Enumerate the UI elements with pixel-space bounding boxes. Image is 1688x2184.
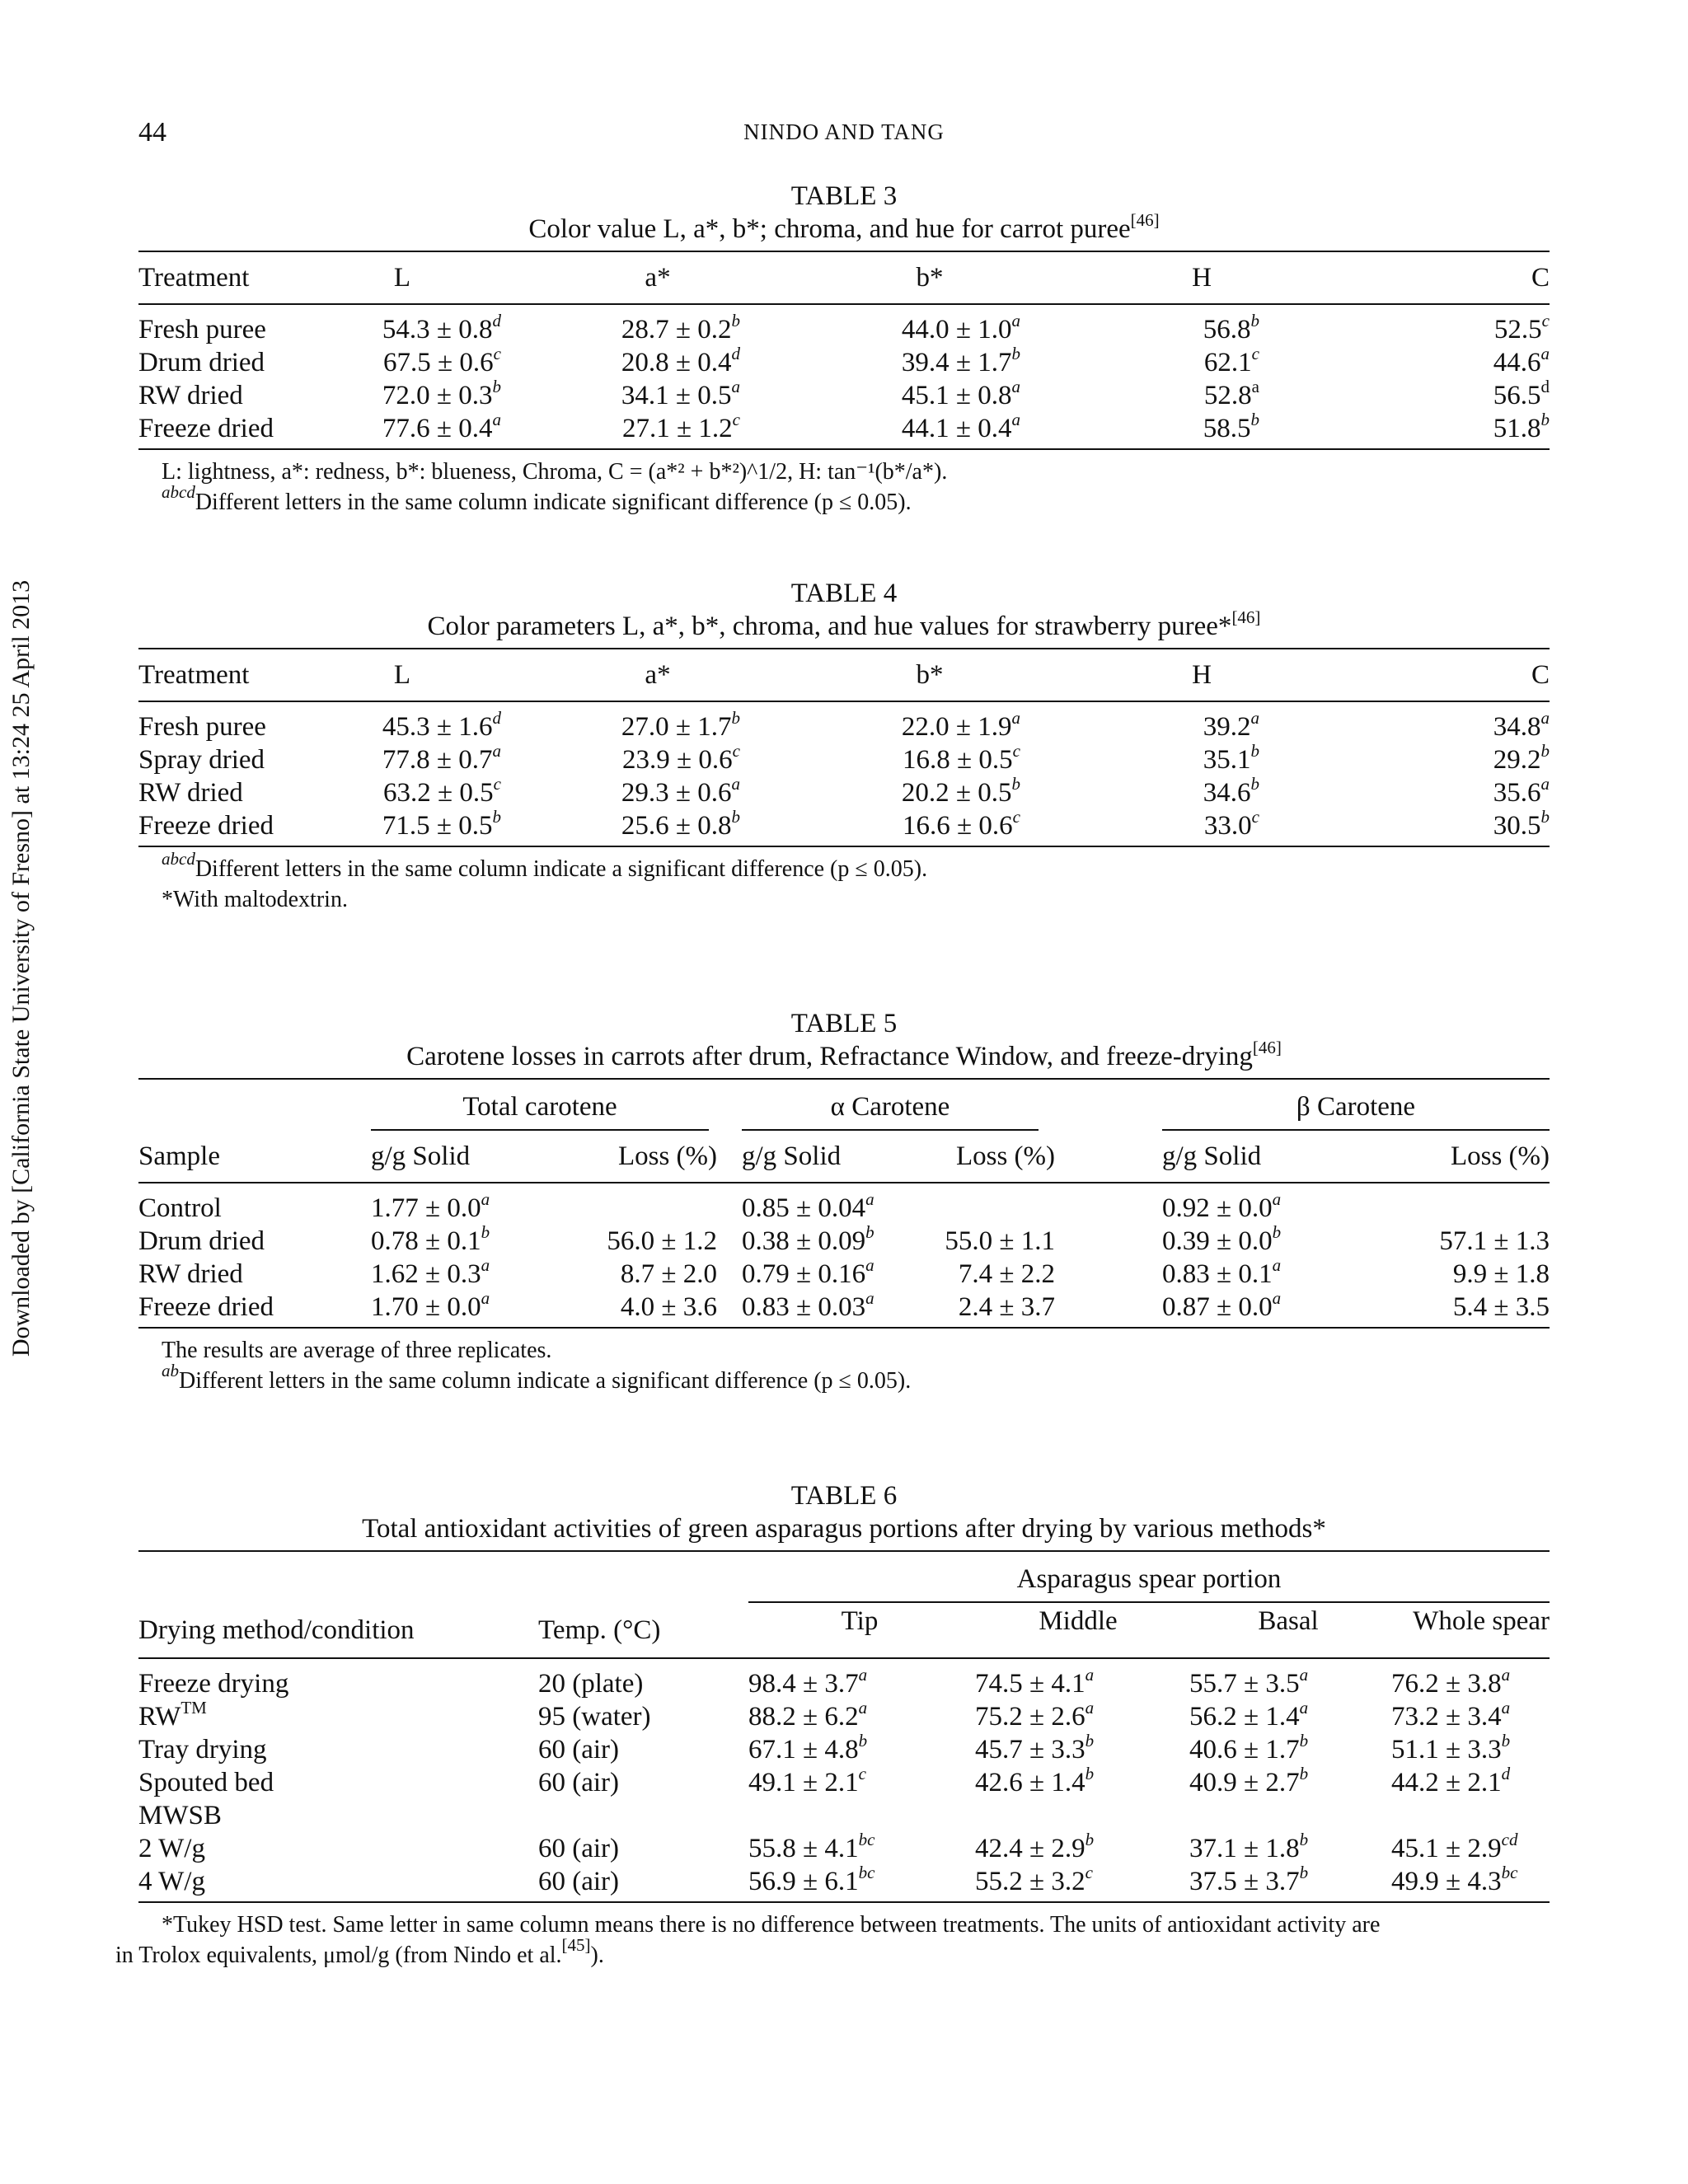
col-header: Treatment — [138, 649, 279, 701]
table-4-grid — [138, 649, 1550, 847]
col-header: H — [1070, 649, 1334, 701]
group-header: Asparagus spear portion — [748, 1564, 1550, 1603]
table-6-footnote: *Tukey HSD test. Same letter in same column means there is no difference between treatments. The units of antioxidant activity are in Trolox equivalents, μmol/g (from Nindo et al.[45]). — [115, 1912, 1381, 1968]
col-header: Whole spear — [1391, 1603, 1550, 1658]
col-header: Loss (%) — [544, 1131, 725, 1183]
group-header: β Carotene — [1162, 1092, 1550, 1131]
table-3 — [138, 180, 1550, 518]
table-4-title: Color parameters L, a*, b*, chroma, and hue values for strawberry puree*[46] — [427, 607, 1261, 641]
col-header: C — [1334, 649, 1550, 701]
col-header: C — [1334, 252, 1550, 304]
table-4-footnote-1: $^{abcd}$Different letters in the same column indicate a significant difference (p ≤ 0.05). — [162, 849, 928, 882]
col-header: Sample — [138, 1131, 371, 1183]
col-header: g/g Solid — [1146, 1131, 1319, 1183]
table-6 — [115, 1479, 1550, 1971]
col-header: Drying method/condition — [138, 1603, 530, 1658]
table-row: Fresh puree 54.3 ± 0.8$^d$ 28.7 ± 0.2$^b$ 44.0 ± 1.0$^a$ 56.8$^b$ 52.5$^c$ — [138, 311, 1550, 344]
table-3-grid — [138, 252, 1550, 450]
col-header: g/g Solid — [371, 1131, 544, 1183]
table-row: Freeze dried 1.70 ± 0.0$^a$ 4.0 ± 3.6 0.83 ± 0.03$^a$ 2.4 ± 3.7 0.87 ± 0.0$^a$ 5.4 ± 3.5 — [138, 1291, 1550, 1328]
table-5-grid — [138, 1080, 1550, 1329]
table-5-label: TABLE 5 — [790, 1009, 898, 1038]
table-4-label: TABLE 4 — [790, 579, 898, 608]
table-5-footnote-1: The results are average of three replicates. — [162, 1338, 552, 1363]
col-header: Treatment — [138, 252, 279, 304]
page-number: 44 — [138, 117, 166, 148]
table-6-grid — [138, 1552, 1550, 1903]
group-header: α Carotene — [742, 1092, 1039, 1131]
table-4 — [138, 577, 1550, 915]
table-row: 4 W/g 60 (air) 56.9 ± 6.1$^{bc}$ 55.2 ± 3.2$^c$ 37.5 ± 3.7$^b$ 49.9 ± 4.3$^{bc}$ — [138, 1865, 1550, 1902]
table-5-footnotes — [138, 1335, 1550, 1396]
col-header: a* — [526, 252, 790, 304]
col-header: Tip — [748, 1603, 971, 1658]
col-header: a* — [526, 649, 790, 701]
table-5-title: Carotene losses in carrots after drum, Refractance Window, and freeze-drying[46] — [406, 1038, 1282, 1071]
col-header: Basal — [1185, 1603, 1391, 1658]
col-header: L — [279, 649, 526, 701]
table-3-footnote-1: L: lightness, a*: redness, b*: blueness, Chroma, C = (a*² + b*²)^1/2, H: tan⁻¹(b*/a*). — [162, 459, 948, 485]
table-row: Control 1.77 ± 0.0$^a$ 0.85 ± 0.04$^a$ 0.92 ± 0.0$^a$ — [138, 1189, 1282, 1223]
table-5-footnote-2: $^{ab}$Different letters in the same column indicate a significant difference (p ≤ 0.05). — [162, 1361, 912, 1394]
group-header: Total carotene — [371, 1092, 709, 1131]
table-row: Drum dried 0.78 ± 0.1$^b$ 56.0 ± 1.2 0.38 ± 0.09$^b$ 55.0 ± 1.1 0.39 ± 0.0$^b$ 57.1 ± 1.3 — [138, 1222, 1550, 1256]
col-header: Loss (%) — [898, 1131, 1146, 1183]
table-row: RW dried 1.62 ± 0.3$^a$ 8.7 ± 2.0 0.79 ± 0.16$^a$ 7.4 ± 2.2 0.83 ± 0.1$^a$ 9.9 ± 1.8 — [138, 1255, 1550, 1289]
table-row: Spray dried 77.8 ± 0.7$^a$ 23.9 ± 0.6$^c$ 16.8 ± 0.5$^c$ 35.1$^b$ 29.2$^b$ — [138, 741, 1550, 775]
col-header: b* — [790, 649, 1070, 701]
col-header: L — [279, 252, 526, 304]
running-head: NINDO AND TANG — [743, 120, 945, 144]
col-header: H — [1070, 252, 1334, 304]
col-header: Middle — [971, 1603, 1185, 1658]
table-4-footnotes — [138, 849, 1550, 915]
table-row: Fresh puree 45.3 ± 1.6$^d$ 27.0 ± 1.7$^b$ 22.0 ± 1.9$^a$ 39.2$^a$ 34.8$^a$ — [138, 708, 1550, 742]
table-6-label: TABLE 6 — [790, 1481, 898, 1511]
table-3-footnote-2: $^{abcd}$Different letters in the same column indicate significant difference (p ≤ 0.05). — [162, 482, 912, 515]
table-row: Tray drying 60 (air) 67.1 ± 4.8$^b$ 45.7 ± 3.3$^b$ 40.6 ± 1.7$^b$ 51.1 ± 3.3$^b$ — [138, 1731, 1511, 1765]
table-6-title: Total antioxidant activities of green asparagus portions after drying by various methods* — [362, 1514, 1326, 1544]
table-row: 2 W/g 60 (air) 55.8 ± 4.1$^{bc}$ 42.4 ± 2.9$^b$ 37.1 ± 1.8$^b$ 45.1 ± 2.9$^{cd}$ — [138, 1830, 1518, 1863]
table-row: Drum dried 67.5 ± 0.6$^c$ 20.8 ± 0.4$^d$ 39.4 ± 1.7$^b$ 62.1$^c$ 44.6$^a$ — [138, 344, 1550, 377]
table-3-label: TABLE 3 — [790, 181, 898, 211]
col-header: b* — [790, 252, 1070, 304]
table-row: RW dried 72.0 ± 0.3$^b$ 34.1 ± 0.5$^a$ 45.1 ± 0.8$^a$ 52.8$^a$ 56.5$^d$ — [138, 377, 1550, 410]
table-row: Freeze drying 20 (plate) 98.4 ± 3.7$^a$ 74.5 ± 4.1$^a$ 55.7 ± 3.5$^a$ 76.2 ± 3.8$^a$ — [138, 1665, 1511, 1699]
table-3-title: Color value L, a*, b*; chroma, and hue for carrot puree[46] — [528, 210, 1160, 244]
table-row: Freeze dried 71.5 ± 0.5$^b$ 25.6 ± 0.8$^b$ 16.6 ± 0.6$^c$ 33.0$^c$ 30.5$^b$ — [138, 809, 1550, 846]
table-5 — [138, 1007, 1550, 1396]
table-row: RW dried 63.2 ± 0.5$^c$ 29.3 ± 0.6$^a$ 20.2 ± 0.5$^b$ 34.6$^b$ 35.6$^a$ — [138, 774, 1550, 808]
download-watermark-text: Downloaded by [California State University of Fresno] at 13:24 25 April 2013 — [7, 579, 35, 1357]
col-header: Temp. (°C) — [530, 1603, 748, 1658]
col-header: g/g Solid — [725, 1131, 898, 1183]
table-3-footnotes — [138, 457, 1550, 518]
table-row: MWSB — [138, 1801, 222, 1830]
table-4-footnote-2: *With maltodextrin. — [162, 887, 348, 912]
table-row: Freeze dried 77.6 ± 0.4$^a$ 27.1 ± 1.2$^c$ 44.1 ± 0.4$^a$ 58.5$^b$ 51.8$^b$ — [138, 412, 1550, 449]
table-row: Spouted bed 60 (air) 49.1 ± 2.1$^c$ 42.6 ± 1.4$^b$ 40.9 ± 2.7$^b$ 44.2 ± 2.1$^d$ — [138, 1764, 1511, 1797]
col-header: Loss (%) — [1319, 1131, 1550, 1183]
table-row: RW™ 95 (water) 88.2 ± 6.2$^a$ 75.2 ± 2.6$^a$ 56.2 ± 1.4$^a$ 73.2 ± 3.4$^a$ — [138, 1698, 1511, 1732]
